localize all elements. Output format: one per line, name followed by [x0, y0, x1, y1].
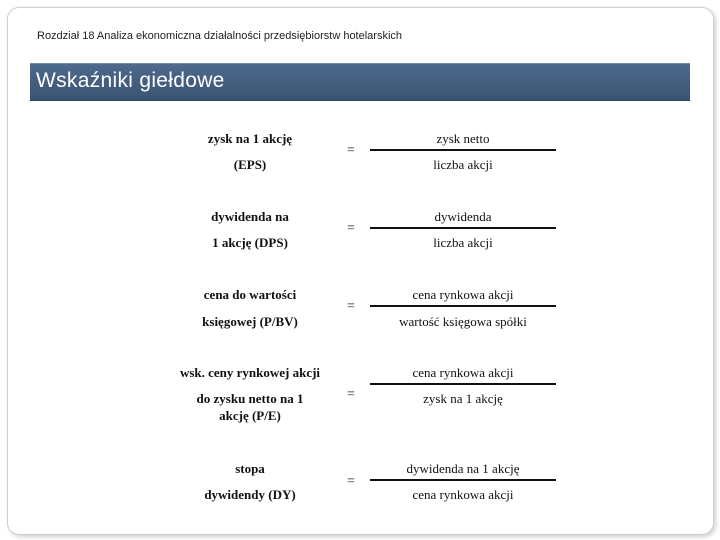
numerator: zysk netto [436, 131, 490, 146]
formula-label-line: dywidenda na [211, 209, 289, 224]
formula-label-line: cena do wartości [203, 287, 297, 302]
formula-label-line: do zysku netto na 1 [196, 391, 304, 406]
equals-sign: = [347, 474, 355, 489]
fraction-bar [370, 149, 556, 151]
title-banner [30, 63, 690, 101]
denominator: wartość księgowa spółki [399, 314, 527, 329]
numerator: cena rynkowa akcji [412, 287, 514, 302]
numerator: dywidenda na 1 akcję [406, 461, 520, 476]
slide-title: Wskaźniki giełdowe [36, 69, 225, 92]
numerator: cena rynkowa akcji [412, 365, 514, 380]
fraction-bar [370, 227, 556, 229]
formula-label-line: stopa [235, 461, 265, 476]
equals-sign: = [347, 299, 355, 314]
fraction-bar [370, 305, 556, 307]
denominator: cena rynkowa akcji [412, 487, 514, 502]
equals-sign: = [347, 143, 355, 158]
formula-label-line: (EPS) [233, 157, 267, 172]
numerator: dywidenda [434, 209, 492, 224]
equals-sign: = [347, 387, 355, 402]
equals-sign: = [347, 221, 355, 236]
formula-label-line: dywidendy (DY) [204, 487, 296, 502]
denominator: liczba akcji [433, 235, 493, 250]
formula-label-line: księgowej (P/BV) [202, 314, 298, 329]
formula-label-line: akcję (P/E) [219, 408, 281, 423]
formula-label-line: wsk. ceny rynkowej akcji [179, 365, 321, 380]
denominator: liczba akcji [433, 157, 493, 172]
denominator: zysk na 1 akcję [423, 391, 503, 406]
formula-label-line: 1 akcję (DPS) [212, 235, 288, 250]
fraction-bar [370, 479, 556, 481]
fraction-bar [370, 383, 556, 385]
formula-label-line: zysk na 1 akcję [207, 131, 293, 146]
chapter-header: Rozdział 18 Analiza ekonomiczna działalności przedsiębiorstw hotelarskich [37, 30, 403, 42]
